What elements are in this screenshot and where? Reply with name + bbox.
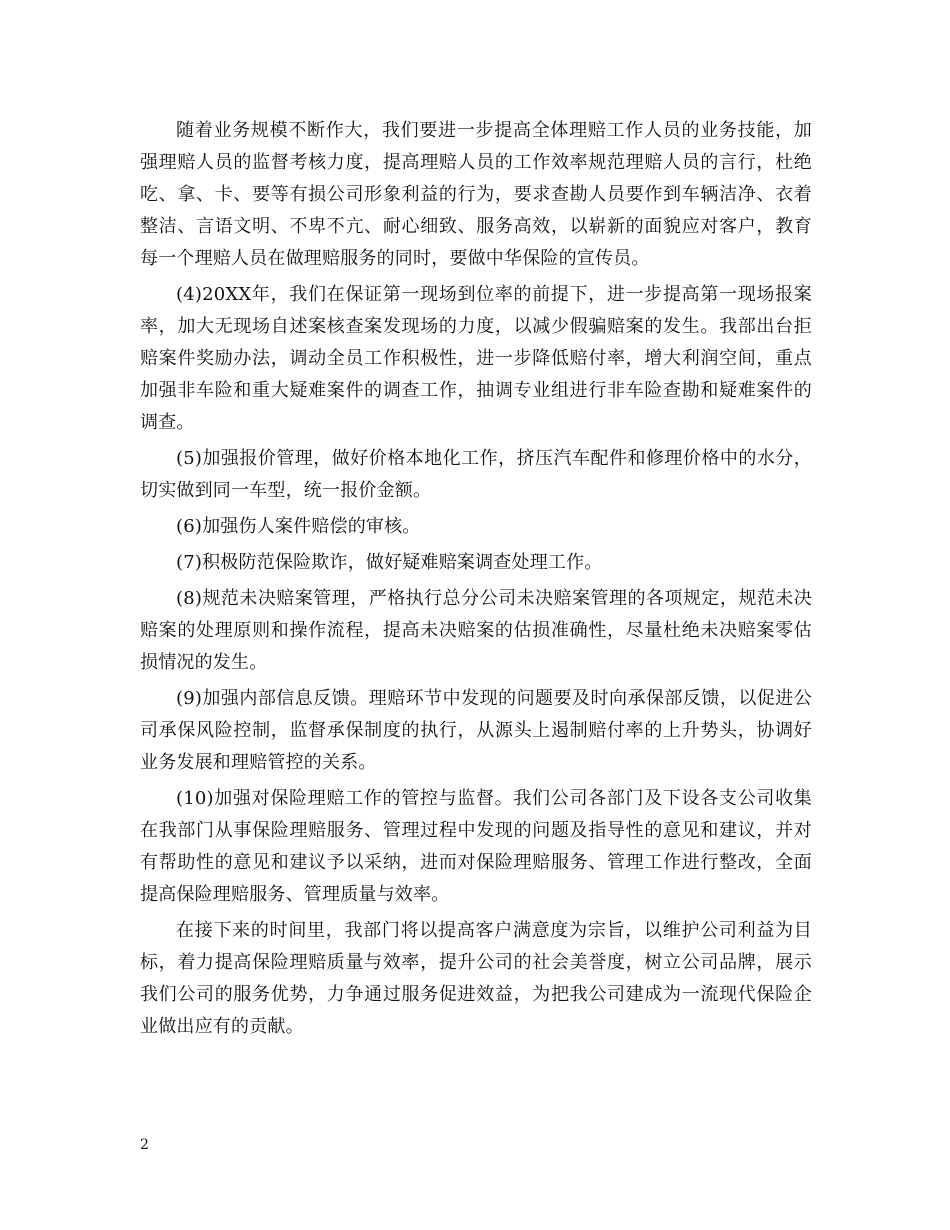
document-body	[140, 115, 812, 1047]
paragraph-item-5: (5)加强报价管理，做好价格本地化工作，挤压汽车配件和修理价格中的水分，切实做到同一车型，统一报价金额。	[140, 448, 812, 501]
paragraph-conclusion: 在接下来的时间里，我部门将以提高客户满意度为宗旨，以维护公司利益为目标，着力提高保险理赔质量与效率，提升公司的社会美誉度，树立公司品牌，展示我们公司的服务优势，力争通过服务促进效益，为把我公司建成为一流现代保险企业做出应有的贡献。	[140, 920, 812, 1037]
paragraph-item-9: (9)加强内部信息反馈。理赔环节中发现的问题要及时向承保部反馈，以促进公司承保风险控制，监督承保制度的执行，从源头上遏制赔付率的上升势头，协调好业务发展和理赔管控的关系。	[140, 688, 812, 773]
paragraph-team-skills: 随着业务规模不断作大，我们要进一步提高全体理赔工作人员的业务技能，加强理赔人员的监督考核力度，提高理赔人员的工作效率规范理赔人员的言行，杜绝吃、拿、卡、要等有损公司形象利益的行为，要求查勘人员要作到车辆洁净、衣着整洁、言语文明、不卑不亢、耐心细致、服务高效，以崭新的面貌应对客户，教育每一个理赔人员在做理赔服务的同时，要做中华保险的宣传员。	[140, 120, 812, 269]
paragraph-item-10: (10)加强对保险理赔工作的管控与监督。我们公司各部门及下设各支公司收集在我部门从事保险理赔服务、管理过程中发现的问题及指导性的意见和建议，并对有帮助性的意见和建议予以采纳，进而对保险理赔服务、管理工作进行整改，全面提高保险理赔服务、管理质量与效率。	[140, 788, 812, 905]
page-number: 2	[140, 1137, 149, 1153]
paragraph-item-4: (4)20XX年，我们在保证第一现场到位率的前提下，进一步提高第一现场报案率，加大无现场自述案核查案发现场的力度，以减少假骗赔案的发生。我部出台拒赔案件奖励办法，调动全员工作积极性，进一步降低赔付率，增大利润空间，重点加强非车险和重大疑难案件的调查工作，抽调专业组进行非车险查勘和疑难案件的调查。	[140, 284, 812, 433]
paragraph-item-6: (6)加强伤人案件赔偿的审核。	[176, 516, 421, 537]
paragraph-item-7: (7)积极防范保险欺诈，做好疑难赔案调查处理工作。	[176, 552, 603, 573]
paragraph-item-8: (8)规范未决赔案管理，严格执行总分公司未决赔案管理的各项规定，规范未决赔案的处理原则和操作流程，提高未决赔案的估损准确性，尽量杜绝未决赔案零估损情况的发生。	[140, 588, 812, 673]
